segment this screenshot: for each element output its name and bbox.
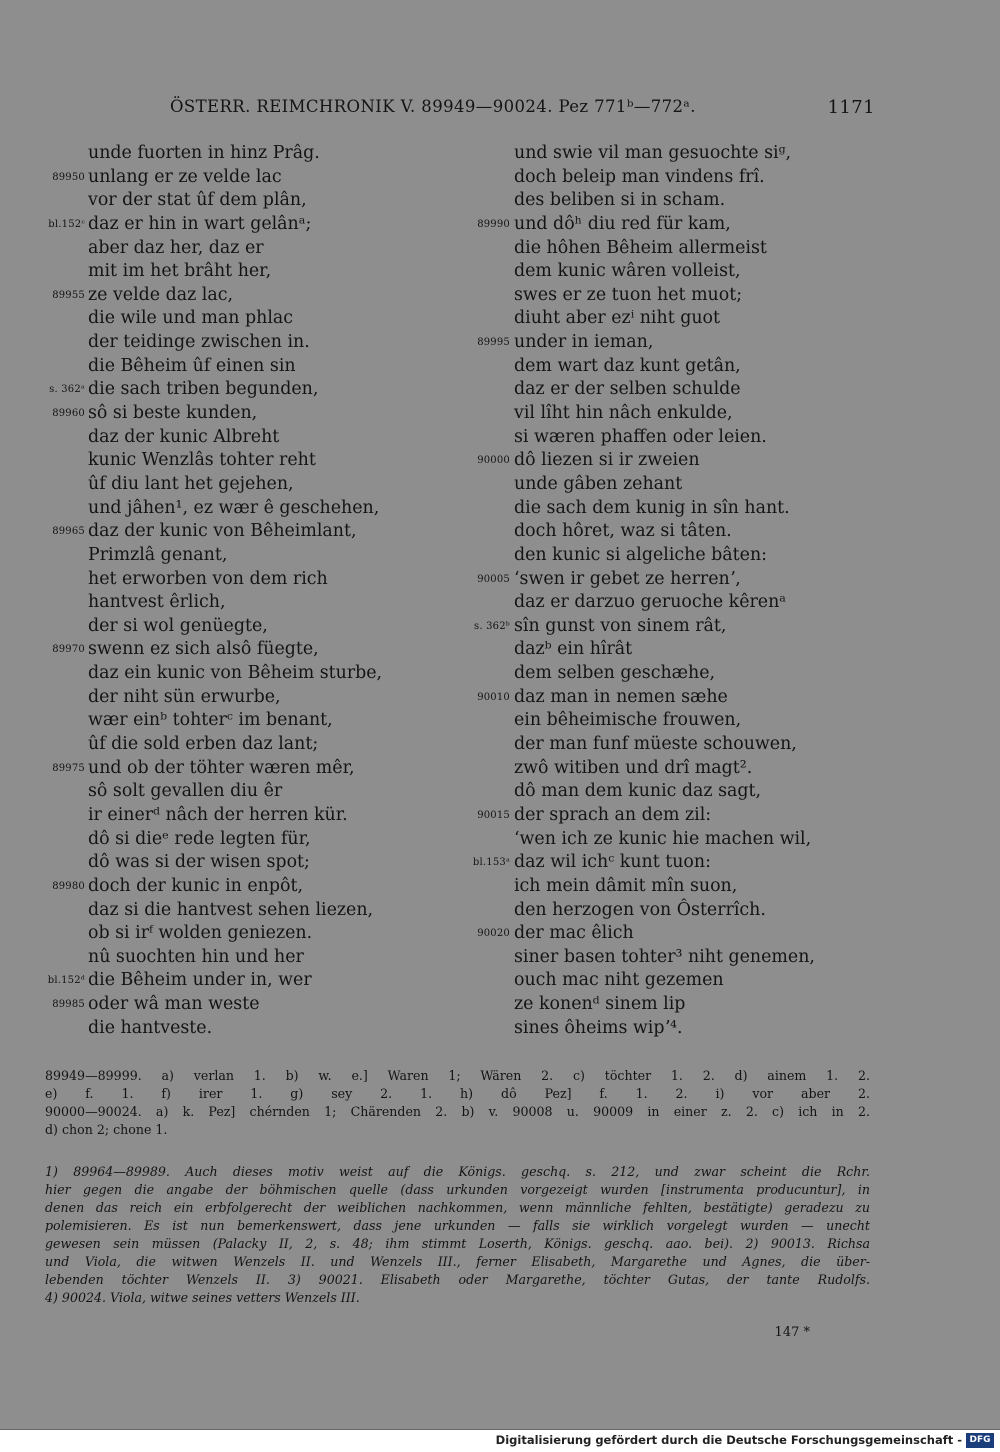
line-number: 90010 <box>477 691 510 703</box>
verse-text: die Bêheim under in, wer <box>88 970 312 991</box>
verse-line <box>470 851 900 875</box>
verse-text: den herzogen von Ôsterrîch. <box>514 899 766 920</box>
verse-text: zwô witiben und drî magt². <box>514 757 753 778</box>
verse-line <box>30 520 460 544</box>
verse-text: der si wol genüegte, <box>88 615 268 636</box>
verse-text: der niht sün erwurbe, <box>88 686 281 707</box>
verse-line <box>470 993 900 1017</box>
verse-text: unlang er ze velde lac <box>88 166 282 187</box>
verse-line <box>30 378 460 402</box>
verse-text: ze velde daz lac, <box>88 284 234 305</box>
verse-line <box>470 378 900 402</box>
verse-text: daz si die hantvest sehen liezen, <box>88 899 374 920</box>
verse-line <box>470 828 900 852</box>
verse-line <box>30 709 460 733</box>
verse-text: dem kunic wâren volleist, <box>514 261 741 282</box>
verse-text: ûf diu lant het gejehen, <box>88 473 294 494</box>
verse-text: und ob der töhter wæren mêr, <box>88 757 355 778</box>
apparatus-line: d) chon 2; chone 1. <box>45 1122 168 1137</box>
verse-text: sô solt gevallen diu êr <box>88 781 283 802</box>
verse-line <box>30 568 460 592</box>
verse-text: siner basen tohter³ niht genemen, <box>514 946 815 967</box>
verse-text: doch hôret, waz si tâten. <box>514 521 732 542</box>
footnote-line: gewesen sein müssen (Palacky II, 2, s. 48; ihm stimmt Loserth, Königs. geschq. aao. bei). 2) 90013. Richsa <box>45 1236 870 1251</box>
line-number: s. 362ᵇ <box>474 620 510 632</box>
verse-line <box>30 473 460 497</box>
verse-line <box>30 402 460 426</box>
verse-line <box>30 497 460 521</box>
line-number: bl.153ᵃ <box>472 857 510 869</box>
left-verse-column <box>30 142 460 1040</box>
verse-text: der teidinge zwischen in. <box>88 332 310 353</box>
line-number: 89950 <box>52 171 85 183</box>
verse-text: daz er der selben schulde <box>514 379 741 400</box>
verse-line <box>30 757 460 781</box>
verse-line <box>470 662 900 686</box>
verse-text: daz ein kunic von Bêheim sturbe, <box>88 663 383 684</box>
verse-text: Primzlâ genant, <box>88 544 228 565</box>
verse-text: ʻwen ich ze kunic hie machen wil, <box>514 828 812 849</box>
verse-line <box>30 213 460 237</box>
line-number: 90005 <box>477 573 510 585</box>
line-number: 89970 <box>52 644 85 656</box>
verse-line <box>30 426 460 450</box>
verse-text: sô si beste kunden, <box>88 403 258 424</box>
verse-text: des beliben si in scham. <box>514 190 726 211</box>
verse-line <box>470 709 900 733</box>
apparatus-line: 89949—89999. a) verlan 1. b) w. e.] Waren 1; Wären 2. c) töchter 1. 2. d) ainem 1. 2. <box>45 1068 870 1083</box>
line-number: 90020 <box>477 928 510 940</box>
verse-text: ein bêheimische frouwen, <box>514 710 742 731</box>
verse-line <box>470 166 900 190</box>
verse-line <box>30 355 460 379</box>
verse-line <box>30 449 460 473</box>
verse-line <box>30 969 460 993</box>
verse-text: dô liezen si ir zweien <box>514 450 700 471</box>
verse-text: die hantveste. <box>88 1017 213 1038</box>
footnote-line: 4) 90024. Viola, witwe seines vetters Wenzels III. <box>45 1290 360 1305</box>
verse-line <box>470 875 900 899</box>
verse-line <box>30 284 460 308</box>
right-verse-column <box>470 142 900 1040</box>
verse-line <box>470 638 900 662</box>
verse-line <box>30 1017 460 1041</box>
footnote-line: lebenden töchter Wenzels II. 3) 90021. Elisabeth oder Margarethe, töchter Gutas, der tante Rudolfs. <box>45 1272 870 1287</box>
verse-text: und jâhen¹, ez wær ê geschehen, <box>88 497 380 518</box>
verse-text: daz er darzuo geruoche kêrenᵃ <box>514 592 787 613</box>
verse-line <box>30 875 460 899</box>
verse-text: swenn ez sich alsô füegte, <box>88 639 319 660</box>
verse-text: daz er hin in wart gelânᵃ; <box>88 213 312 234</box>
verse-line <box>30 851 460 875</box>
line-number: 89980 <box>52 880 85 892</box>
verse-line <box>30 899 460 923</box>
apparatus-line: 90000—90024. a) k. Pez] chérnden 1; Chärenden 2. b) v. 90008 u. 90009 in einer z. 2. c) ich in 2. <box>45 1104 870 1119</box>
verse-line <box>30 993 460 1017</box>
verse-text: und swie vil man gesuochte siᵍ, <box>514 143 792 163</box>
line-number: s. 362ᵃ <box>49 384 85 396</box>
line-number: bl.152ᵈ <box>47 975 85 987</box>
verse-line <box>470 260 900 284</box>
verse-line <box>30 166 460 190</box>
line-number: 90015 <box>477 809 510 821</box>
verse-line <box>470 757 900 781</box>
verse-line <box>470 142 900 166</box>
verse-line <box>470 946 900 970</box>
verse-text: mit im het brâht her, <box>88 261 272 282</box>
verse-text: vor der stat ûf dem plân, <box>88 190 307 211</box>
verse-text: dô si dieᵉ rede legten für, <box>88 828 311 849</box>
verse-line <box>470 615 900 639</box>
verse-line <box>30 331 460 355</box>
verse-line <box>30 260 460 284</box>
verse-line <box>30 591 460 615</box>
critical-apparatus <box>45 1067 870 1139</box>
verse-text: doch der kunic in enpôt, <box>88 875 304 896</box>
verse-line <box>470 520 900 544</box>
verse-line <box>470 189 900 213</box>
verse-text: den kunic si algeliche bâten: <box>514 544 768 565</box>
verse-text: unde fuorten in hinz Prâg. <box>88 143 320 163</box>
verse-text: oder wâ man weste <box>88 994 260 1015</box>
verse-text: kunic Wenzlâs tohter reht <box>88 450 316 471</box>
verse-line <box>470 331 900 355</box>
verse-line <box>470 284 900 308</box>
verse-line <box>30 946 460 970</box>
verse-text: ich mein dâmit mîn suon, <box>514 875 738 896</box>
verse-text: die sach dem kunig in sîn hant. <box>514 497 790 518</box>
verse-line <box>470 922 900 946</box>
apparatus-line: e) f. 1. f) irer 1. g) sey 2. 1. h) dô Pez] f. 1. 2. i) vor aber 2. <box>45 1086 870 1101</box>
verse-text: daz man in nemen sæhe <box>514 686 728 707</box>
verse-line <box>30 686 460 710</box>
verse-text: ʻswen ir gebet ze herrenʼ, <box>514 568 741 589</box>
verse-text: het erworben von dem rich <box>88 568 328 589</box>
verse-text: dazᵇ ein hîrât <box>514 639 633 660</box>
verse-line <box>470 213 900 237</box>
verse-line <box>470 591 900 615</box>
verse-line <box>470 804 900 828</box>
verse-line <box>470 686 900 710</box>
verse-text: vil lîht hin nâch enkulde, <box>514 403 733 424</box>
verse-text: der man funf müeste schouwen, <box>514 734 797 755</box>
verse-text: diuht aber ezⁱ niht guot <box>514 308 720 329</box>
signature-mark: 147 * <box>774 1325 810 1340</box>
verse-line <box>470 402 900 426</box>
verse-line <box>30 142 460 166</box>
verse-line <box>470 355 900 379</box>
verse-text: ûf die sold erben daz lant; <box>88 734 319 755</box>
verse-line <box>30 544 460 568</box>
line-number: bl.152ᶜ <box>48 218 85 230</box>
verse-line <box>470 780 900 804</box>
verse-line <box>30 780 460 804</box>
verse-text: die sach triben begunden, <box>88 379 319 400</box>
verse-text: daz wil ichᶜ kunt tuon: <box>514 852 711 873</box>
verse-text: wær einᵇ tohterᶜ im benant, <box>88 710 333 731</box>
verse-line <box>470 473 900 497</box>
verse-text: sîn gunst von sinem rât, <box>514 615 727 636</box>
verse-line <box>30 237 460 261</box>
verse-text: die wile und man phlac <box>88 308 293 329</box>
footnote-line: 1) 89964—89989. Auch dieses motiv weist auf die Königs. geschq. s. 212, und zwar scheint die Rchr. <box>45 1164 870 1179</box>
line-number: 89955 <box>52 289 85 301</box>
verse-line <box>30 922 460 946</box>
verse-line <box>30 828 460 852</box>
verse-text: dem wart daz kunt getân, <box>514 355 741 376</box>
verse-line <box>30 638 460 662</box>
footnote-line: hier gegen die angabe der böhmischen quelle (dass urkunden vorgezeigt wurden [instrumenta producuntur], in <box>45 1182 870 1197</box>
verse-text: ir einerᵈ nâch der herren kür. <box>88 804 348 825</box>
verse-text: under in ieman, <box>514 332 654 353</box>
verse-line <box>30 733 460 757</box>
line-number: 89960 <box>52 408 85 420</box>
verse-text: ze konenᵈ sinem lip <box>514 994 686 1015</box>
verse-text: und dôʰ diu red für kam, <box>514 213 731 234</box>
footnote-line: und Viola, die witwen Wenzels II. und Wenzels III., ferner Elisabeth, Margarethe und Agnes, die über- <box>45 1254 870 1269</box>
verse-line <box>470 449 900 473</box>
line-number: 90000 <box>477 455 510 467</box>
running-title: ÖSTERR. REIMCHRONIK V. 89949—90024. Pez 771ᵇ—772ᵃ. <box>170 97 696 116</box>
verse-line <box>470 307 900 331</box>
verse-line <box>470 733 900 757</box>
line-number: 89990 <box>477 218 510 230</box>
page-number: 1171 <box>827 97 875 118</box>
verse-text: swes er ze tuon het muot; <box>514 284 743 305</box>
line-number: 89985 <box>52 999 85 1011</box>
verse-text: daz der kunic Albreht <box>88 426 280 447</box>
funding-credit-text: Digitalisierung gefördert durch die Deutsche Forschungsgemeinschaft - <box>495 1433 962 1447</box>
verse-line <box>470 568 900 592</box>
verse-line <box>30 615 460 639</box>
verse-line <box>30 662 460 686</box>
verse-text: die Bêheim ûf einen sin <box>88 355 296 376</box>
verse-line <box>470 544 900 568</box>
verse-text: si wæren phaffen oder leien. <box>514 426 767 447</box>
verse-text: hantvest êrlich, <box>88 592 226 613</box>
verse-line <box>470 1017 900 1041</box>
line-number: 89965 <box>52 526 85 538</box>
verse-line <box>30 307 460 331</box>
verse-line <box>470 899 900 923</box>
verse-text: nû suochten hin und her <box>88 946 304 967</box>
verse-text: doch beleip man vindens frî. <box>514 166 765 187</box>
dfg-logo: DFG <box>966 1433 994 1448</box>
verse-text: ouch mac niht gezemen <box>514 970 724 991</box>
footnote-line: polemisieren. Es ist nun bemerkenswert, dass jene urkunden — falls sie wirklich vorgelegt wurden — unecht <box>45 1218 870 1233</box>
verse-text: daz der kunic von Bêheimlant, <box>88 521 357 542</box>
verse-line <box>30 804 460 828</box>
verse-text: aber daz her, daz er <box>88 237 264 258</box>
verse-text: dô man dem kunic daz sagt, <box>514 781 762 802</box>
footnote-line: denen das reich ein erbfolgerecht der weiblichen nachkommen, wenn männliche fehlten, bestätigte) geradezu zu <box>45 1200 870 1215</box>
verse-text: ob si irᶠ wolden geniezen. <box>88 923 313 944</box>
funding-credit-bar <box>0 1429 1000 1452</box>
verse-text: der mac êlich <box>514 923 634 944</box>
verse-line <box>470 497 900 521</box>
verse-line <box>30 189 460 213</box>
verse-text: sines ôheims wipʼ⁴. <box>514 1017 683 1038</box>
footnotes <box>45 1163 870 1307</box>
verse-line <box>470 969 900 993</box>
verse-line <box>470 237 900 261</box>
verse-text: die hôhen Bêheim allermeist <box>514 237 767 258</box>
verse-text: der sprach an dem zil: <box>514 804 712 825</box>
page-header <box>170 97 875 116</box>
line-number: 89995 <box>477 337 510 349</box>
line-number: 89975 <box>52 762 85 774</box>
verse-text: dem selben geschæhe, <box>514 663 716 684</box>
verse-line <box>470 426 900 450</box>
verse-text: unde gâben zehant <box>514 473 683 494</box>
verse-text: dô was si der wisen spot; <box>88 852 310 873</box>
